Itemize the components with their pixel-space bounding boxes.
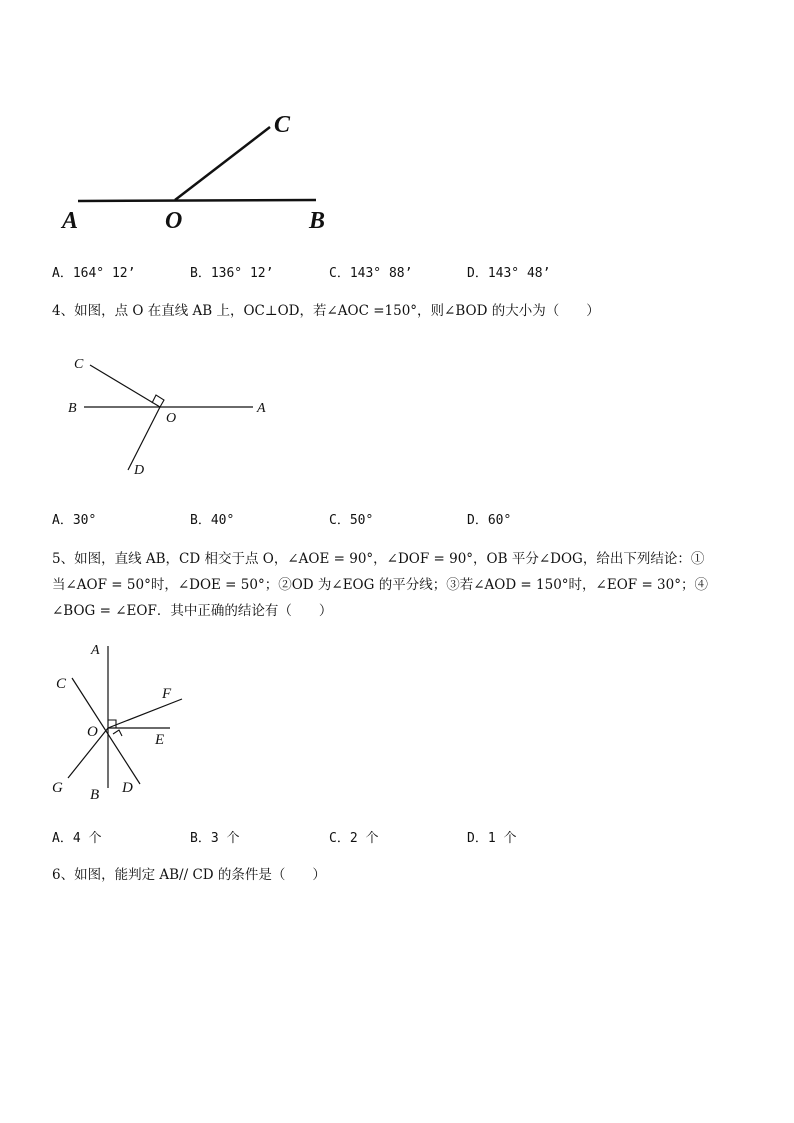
question-5-line-3: ∠BOG = ∠EOF．其中正确的结论有（ ） [52, 603, 333, 619]
ray-of [108, 699, 182, 728]
q3-option-d[interactable] [467, 262, 550, 281]
question-5-line-2: 当∠AOF = 50°时，∠DOE = 50°；②OD 为∠EOG 的平分线；③若∠AOD = 150°时，∠EOF = 30°；④ [52, 577, 708, 593]
q4-option-b[interactable] [190, 509, 234, 528]
option-letter: D． [467, 513, 488, 528]
option-letter: C． [329, 266, 350, 281]
option-letter: B． [190, 266, 211, 281]
point-label-g: G [52, 780, 63, 796]
point-label-o: O [165, 208, 183, 234]
right-angle-mark-dof [113, 730, 122, 736]
option-text: 164° 12’ [72, 266, 136, 281]
q4-option-d[interactable] [467, 509, 511, 528]
option-text: 60° [487, 513, 512, 528]
q5-option-c[interactable] [329, 827, 378, 846]
question-6-text: 6、如图，能判定 AB// CD 的条件是（ ） [52, 867, 326, 883]
point-label-o: O [87, 724, 98, 740]
point-label-o: O [166, 411, 177, 426]
option-text: 50° [349, 513, 374, 528]
option-letter: B． [190, 831, 211, 846]
point-label-d: D [122, 780, 133, 796]
point-label-e: E [155, 732, 165, 748]
q5-option-d[interactable] [467, 827, 516, 846]
point-label-b: B [90, 787, 100, 803]
option-letter: C． [329, 831, 350, 846]
q5-option-b[interactable] [190, 827, 239, 846]
point-label-a: A [62, 208, 79, 234]
point-label-c: C [74, 357, 84, 372]
figure-q4 [0, 340, 794, 540]
option-text: 3 个 [210, 831, 240, 846]
option-letter: A． [52, 513, 73, 528]
option-text: 1 个 [487, 831, 517, 846]
point-label-a: A [257, 401, 266, 416]
option-text: 40° [210, 513, 235, 528]
q4-option-a[interactable] [52, 509, 96, 528]
figure-q5 [0, 636, 794, 816]
option-text: 4 个 [72, 831, 102, 846]
option-letter: D． [467, 831, 488, 846]
ray-oc [175, 127, 270, 200]
question-4-text: 4、如图，点 O 在直线 AB 上，OC⊥OD，若∠AOC =150°，则∠BOD 的大小为（ ） [52, 303, 600, 319]
point-label-b: B [68, 401, 77, 416]
point-label-b: B [309, 208, 326, 234]
option-text: 2 个 [349, 831, 379, 846]
q3-option-b[interactable] [190, 262, 273, 281]
option-letter: A． [52, 831, 73, 846]
point-label-d: D [134, 463, 145, 478]
point-label-c: C [56, 676, 67, 692]
option-letter: C． [329, 513, 350, 528]
option-text: 136° 12’ [210, 266, 274, 281]
point-label-a: A [91, 643, 100, 658]
q5-option-a[interactable] [52, 827, 101, 846]
option-letter: A． [52, 266, 73, 281]
q4-option-c[interactable] [329, 509, 373, 528]
option-text: 143° 88’ [349, 266, 413, 281]
option-text: 30° [72, 513, 97, 528]
q3-option-c[interactable] [329, 262, 412, 281]
point-label-f: F [162, 686, 172, 702]
point-label-c: C [274, 112, 291, 138]
option-text: 143° 48’ [487, 266, 551, 281]
ray-oc [90, 365, 160, 407]
option-letter: D． [467, 266, 488, 281]
line-ab [78, 200, 316, 201]
figure-angle-aob [0, 0, 794, 250]
option-letter: B． [190, 513, 211, 528]
question-5-line-1: 5、如图，直线 AB，CD 相交于点 O，∠AOE = 90°，∠DOF = 90°，OB 平分∠DOG，给出下列结论：① [52, 551, 705, 567]
q3-option-a[interactable] [52, 262, 135, 281]
ray-od [128, 407, 160, 470]
